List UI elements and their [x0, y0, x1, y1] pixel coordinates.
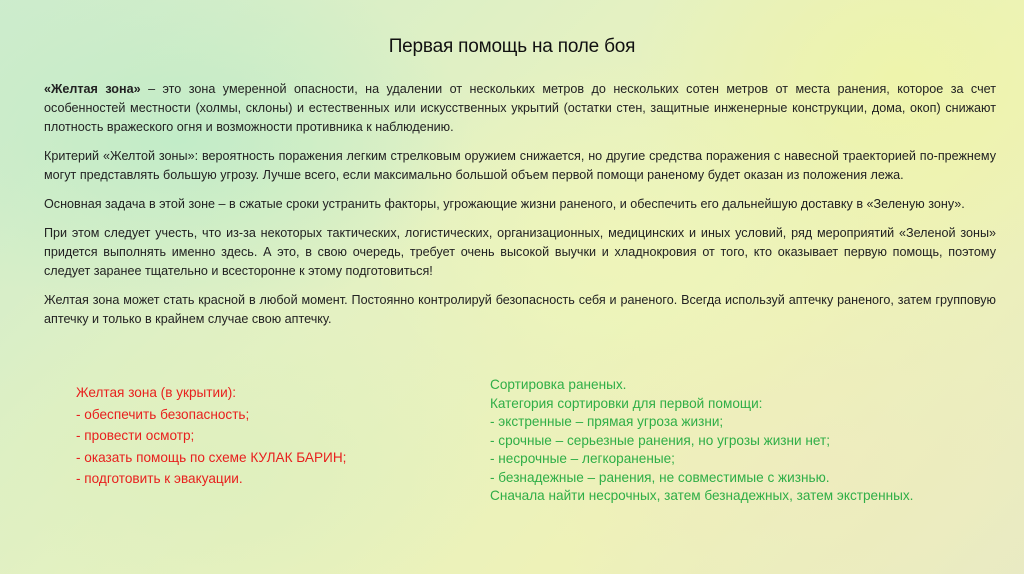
paragraph-green-zone-measures: При этом следует учесть, что из-за некоторых тактических, логистических, организационных, медицинских и иных условий, ряд мероприятий «Зеленой зоны» придется выполнять именно здесь. А это, в свою очередь, требует очень высокой выучки и хладнокровия от того, кто оказывает первую помощь, поэтому следует заранее тщательно и всесторонне к этому подготовиться! — [44, 226, 996, 278]
body-text — [44, 80, 996, 339]
yellow-zone-term: «Желтая зона» — [44, 82, 141, 96]
slide-title: Первая помощь на поле боя — [388, 36, 636, 57]
paragraph-text: – это зона умеренной опасности, на удалении от нескольких метров до нескольких сотен метров от места ранения, которое за счет особенностей местности (холмы, склоны) и естественных или искусственных укрытий (остатки стен, защитные инженерные конструкции, дома, окоп) снижают плотность вражеского огня и возможности противника к наблюдению. — [44, 82, 996, 134]
list-conclusion: Сначала найти несрочных, затем безнадежных, затем экстренных. — [490, 488, 914, 503]
paragraph-yellow-zone-definition — [44, 80, 996, 137]
yellow-zone-actions-list — [76, 382, 436, 490]
triage-list — [490, 376, 1010, 506]
paragraph-red-zone-warning: Желтая зона может стать красной в любой момент. Постоянно контролируй безопасность себя и раненого. Всегда используй аптечку раненого, затем групповую аптечку и только в крайнем случае свою аптечку. — [44, 293, 996, 326]
list-item: - подготовить к эвакуации. — [76, 471, 243, 486]
list-heading: Сортировка раненых. — [490, 377, 627, 392]
paragraph-main-task: Основная задача в этой зоне – в сжатые сроки устранить факторы, угрожающие жизни раненого, и обеспечить его дальнейшую доставку в «Зеленую зону». — [44, 197, 965, 211]
list-item: - несрочные – легкораненые; — [490, 451, 675, 466]
list-item: - провести осмотр; — [76, 428, 195, 443]
list-heading: Желтая зона (в укрытии): — [76, 385, 236, 400]
list-item: - обеспечить безопасность; — [76, 406, 250, 422]
paragraph-yellow-zone-criterion: Критерий «Желтой зоны»: вероятность поражения легким стрелковым оружием снижается, но другие средства поражения с навесной траекторией по-прежнему могут представлять большую угрозу. Лучше всего, если максимально большой объем первой помощи раненому будет оказан из положения лежа. — [44, 149, 996, 182]
list-item: - оказать помощь по схеме КУЛАК БАРИН; — [76, 449, 347, 465]
list-item: - срочные – серьезные ранения, но угрозы жизни нет; — [490, 432, 831, 448]
list-item: - экстренные – прямая угроза жизни; — [490, 414, 724, 429]
list-item: - безнадежные – ранения, не совместимые с жизнью. — [490, 469, 830, 485]
list-subheading: Категория сортировки для первой помощи: — [490, 395, 763, 411]
